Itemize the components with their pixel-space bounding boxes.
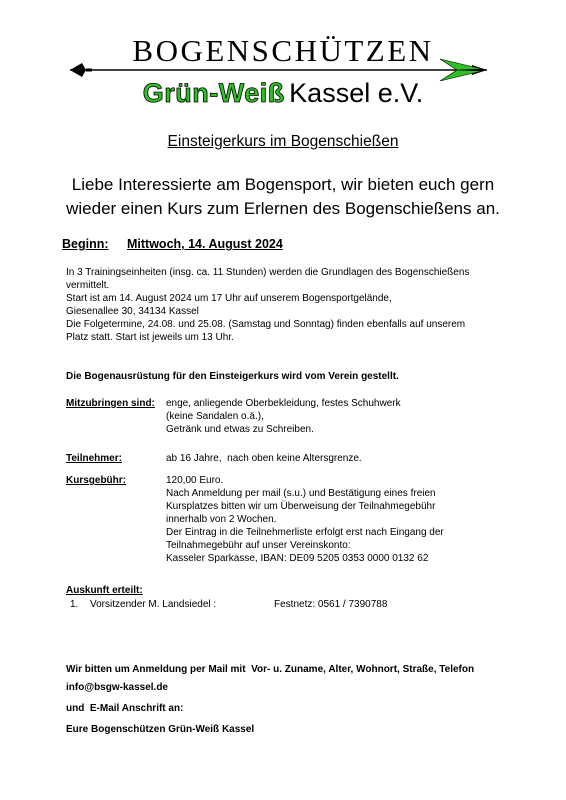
bring-list	[166, 397, 401, 436]
fee-line: Kasseler Sparkasse, IBAN: DE09 5205 0353 0000 0132 62	[166, 553, 429, 564]
fee-line: Kursplatzes bitten wir um Überweisung der Teilnahmegebühr	[166, 501, 436, 512]
description-line: Giesenallee 30, 34134 Kassel	[66, 306, 199, 317]
info-phone: Festnetz: 0561 / 7390788	[274, 599, 388, 610]
fee-line: Nach Anmeldung per mail (s.u.) und Bestätigung eines freien	[166, 488, 436, 499]
intro-line: Liebe Interessierte am Bogensport, wir bieten euch gern	[71, 175, 495, 194]
course-description	[66, 266, 536, 344]
fee-label: Kursgebühr:	[66, 475, 126, 486]
bring-line: Getränk und etwas zu Schreiben.	[166, 424, 314, 435]
registration-line: Wir bitten um Anmeldung per Mail mit Vor- u. Zuname, Alter, Wohnort, Straße, Telefon	[66, 664, 475, 675]
logo-title: BOGENSCHÜTZEN	[132, 33, 434, 68]
fee-line: Teilnahmegebühr auf unser Vereinskonto:	[166, 540, 351, 551]
intro-line: wieder einen Kurs zum Erlernen des Bogenschießens an.	[66, 199, 500, 218]
bring-label: Mitzubringen sind:	[66, 398, 155, 409]
logo-green-text: Grün-Weiß	[142, 78, 285, 108]
description-line: Start ist am 14. August 2024 um 17 Uhr auf unserem Bogensportgelände,	[66, 293, 392, 304]
fee-line: 120,00 Euro.	[166, 475, 224, 486]
bring-line: enge, anliegende Oberbekleidung, festes Schuhwerk	[166, 398, 401, 409]
email-link[interactable]: info@bsgw-kassel.de	[66, 682, 168, 693]
bring-line: (keine Sandalen o.ä.),	[166, 411, 264, 422]
fee-details	[166, 474, 444, 565]
fee-line: Der Eintrag in die Teilnehmerliste erfolgt erst nach Eingang der	[166, 527, 444, 538]
fee-line: innerhalb von 2 Wochen.	[166, 514, 277, 525]
intro-text	[30, 173, 536, 221]
equipment-note: Die Bogenausrüstung für den Einsteigerkurs wird vom Verein gestellt.	[66, 371, 399, 382]
signature: Eure Bogenschützen Grün-Weiß Kassel	[66, 724, 255, 735]
info-name: Vorsitzender M. Landsiedel :	[90, 599, 217, 610]
participants-label: Teilnehmer:	[66, 453, 122, 464]
participants-value: ab 16 Jahre, nach oben keine Altersgrenze.	[166, 453, 362, 464]
page-title: Einsteigerkurs im Bogenschießen	[167, 133, 399, 150]
logo-city-text: Kassel e.V.	[289, 78, 424, 108]
begin-label: Beginn:	[62, 237, 109, 251]
info-number: 1.	[70, 599, 79, 610]
logo-subtitle	[0, 78, 566, 113]
description-line: vermittelt.	[66, 280, 110, 291]
description-line: In 3 Trainingseinheiten (insg. ca. 11 Stunden) werden die Grundlagen des Bogenschießens	[66, 267, 470, 278]
info-label: Auskunft erteilt:	[66, 585, 143, 596]
description-line: Platz statt. Start ist jeweils um 13 Uhr.	[66, 332, 234, 343]
description-line: Die Folgetermine, 24.08. und 25.08. (Samstag und Sonntag) finden ebenfalls auf unserem	[66, 319, 466, 330]
begin-date: Mittwoch, 14. August 2024	[127, 237, 283, 251]
registration-line: und E-Mail Anschrift an:	[66, 703, 184, 714]
